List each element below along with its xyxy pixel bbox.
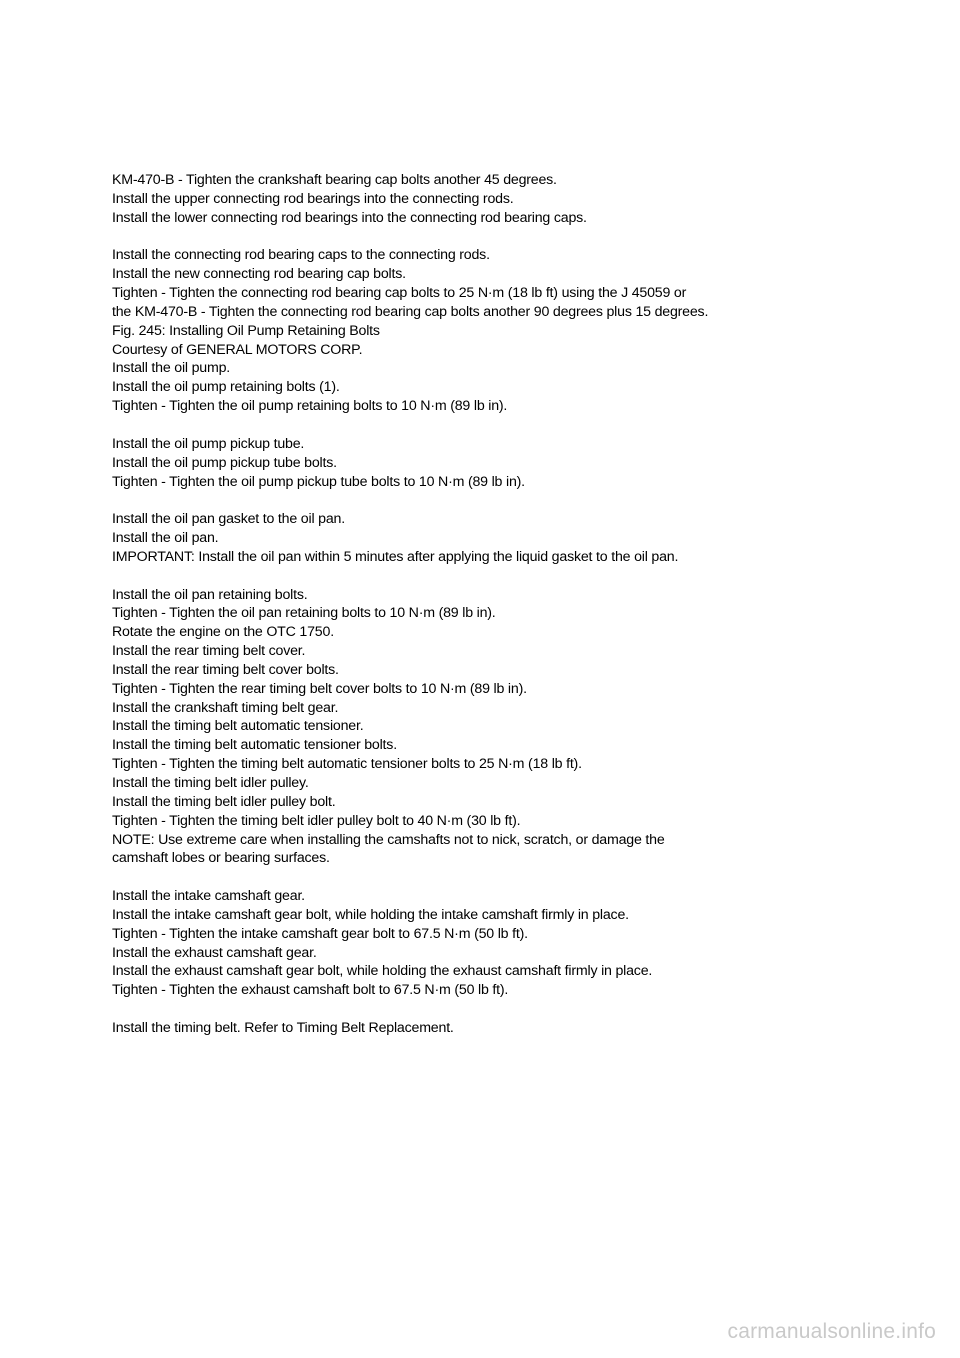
text-line: Rotate the engine on the OTC 1750. bbox=[112, 624, 334, 641]
text-line: Install the oil pan retaining bolts. bbox=[112, 586, 308, 603]
text-line: Courtesy of GENERAL MOTORS CORP. bbox=[112, 341, 363, 358]
text-line: Install the lower connecting rod bearings into the connecting rod bearing caps. bbox=[112, 209, 587, 226]
text-line: Tighten - Tighten the timing belt automatic tensioner bolts to 25 N·m (18 lb ft). bbox=[112, 756, 582, 773]
text-line: IMPORTANT: Install the oil pan within 5 minutes after applying the liquid gasket to the oil pan. bbox=[112, 548, 679, 565]
blank-line bbox=[112, 228, 872, 247]
text-line: Install the crankshaft timing belt gear. bbox=[112, 699, 339, 716]
text-line: Install the new connecting rod bearing cap bolts. bbox=[112, 266, 406, 283]
text-line: Install the oil pan. bbox=[112, 530, 219, 547]
text-line: Install the timing belt automatic tensioner. bbox=[112, 718, 364, 735]
text-line: camshaft lobes or bearing surfaces. bbox=[112, 850, 330, 867]
text-line: KM-470-B - Tighten the crankshaft bearing cap bolts another 45 degrees. bbox=[112, 172, 557, 188]
text-line: Install the rear timing belt cover. bbox=[112, 643, 306, 660]
text-line: NOTE: Use extreme care when installing the camshafts not to nick, scratch, or damage the bbox=[112, 831, 665, 848]
text-line: Install the oil pan gasket to the oil pan. bbox=[112, 511, 345, 528]
text-line: Install the timing belt idler pulley bolt. bbox=[112, 793, 336, 810]
text-line: Tighten - Tighten the rear timing belt cover bolts to 10 N·m (89 lb in). bbox=[112, 680, 527, 697]
text-line: Install the exhaust camshaft gear bolt, while holding the exhaust camshaft firmly in place. bbox=[112, 963, 653, 980]
text-line: Tighten - Tighten the timing belt idler pulley bolt to 40 N·m (30 lb ft). bbox=[112, 812, 521, 829]
text-line: Install the rear timing belt cover bolts. bbox=[112, 661, 339, 678]
text-line: Tighten - Tighten the oil pump pickup tube bolts to 10 N·m (89 lb in). bbox=[112, 473, 525, 490]
blank-line bbox=[112, 416, 872, 435]
text-line: Install the exhaust camshaft gear. bbox=[112, 944, 317, 961]
text-line: Install the intake camshaft gear. bbox=[112, 888, 305, 905]
text-line: Tighten - Tighten the oil pump retaining bolts to 10 N·m (89 lb in). bbox=[112, 398, 508, 415]
blank-line bbox=[112, 491, 872, 510]
text-line: Install the oil pump retaining bolts (1). bbox=[112, 379, 340, 396]
text-line: Install the oil pump. bbox=[112, 360, 231, 377]
blank-line bbox=[112, 1000, 872, 1019]
text-line: Fig. 245: Installing Oil Pump Retaining Bolts bbox=[112, 322, 380, 339]
blank-line bbox=[112, 868, 872, 887]
text-line: Install the intake camshaft gear bolt, while holding the intake camshaft firmly in place. bbox=[112, 906, 629, 923]
text-line: Install the timing belt. Refer to Timing Belt Replacement. bbox=[112, 1019, 454, 1036]
text-line: Install the upper connecting rod bearings into the connecting rods. bbox=[112, 190, 514, 207]
watermark: carmanualsonline.info bbox=[727, 1320, 936, 1343]
text-line: Tighten - Tighten the oil pan retaining bolts to 10 N·m (89 lb in). bbox=[112, 605, 496, 622]
text-line: Install the oil pump pickup tube bolts. bbox=[112, 454, 337, 471]
text-line: Tighten - Tighten the exhaust camshaft bolt to 67.5 N·m (50 lb ft). bbox=[112, 982, 509, 999]
text-line: Tighten - Tighten the connecting rod bearing cap bolts to 25 N·m (18 lb ft) using the J 45059 or bbox=[112, 285, 687, 302]
text-line: Install the oil pump pickup tube. bbox=[112, 435, 305, 452]
text-line: the KM-470-B - Tighten the connecting rod bearing cap bolts another 90 degrees plus 15 degrees. bbox=[112, 303, 709, 320]
document-body bbox=[112, 171, 872, 1038]
blank-line bbox=[112, 567, 872, 586]
text-line: Install the timing belt automatic tensioner bolts. bbox=[112, 737, 397, 754]
text-line: Tighten - Tighten the intake camshaft gear bolt to 67.5 N·m (50 lb ft). bbox=[112, 925, 528, 942]
text-line: Install the timing belt idler pulley. bbox=[112, 775, 309, 791]
text-line: Install the connecting rod bearing caps to the connecting rods. bbox=[112, 247, 490, 264]
